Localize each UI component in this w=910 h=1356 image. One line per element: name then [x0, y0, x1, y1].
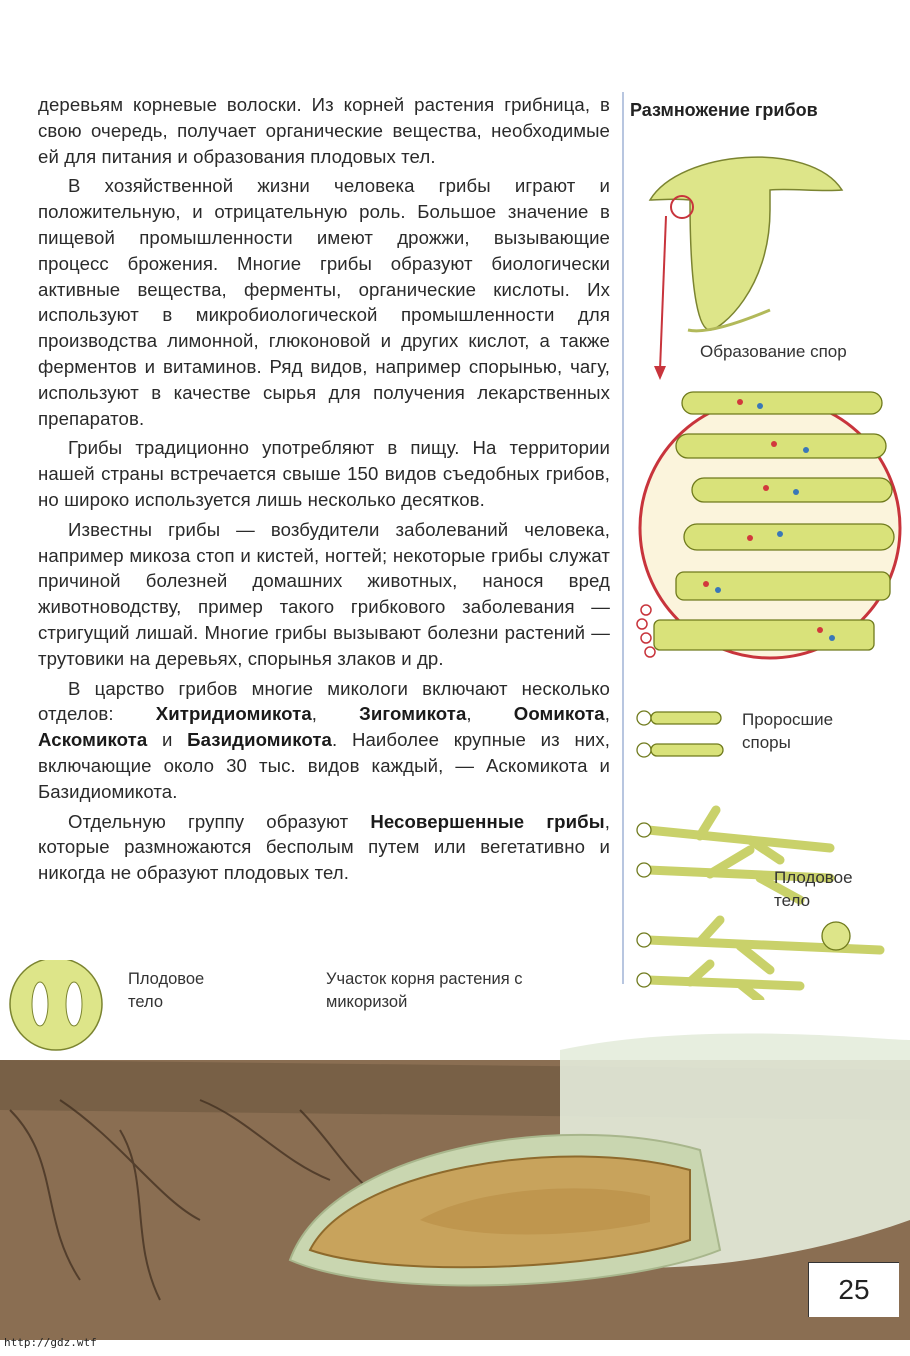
label-root-section: Участок корня растения с микоризой [326, 970, 523, 1011]
term-imperfect-fungi: Несовершенные грибы [370, 810, 605, 832]
term-zygomycota: Зигомикота [359, 703, 467, 725]
label-germinated-spores: Проросшие споры [742, 710, 834, 752]
small-fruiting-body [822, 922, 850, 950]
source-watermark: http://gdz.wtf [4, 1336, 97, 1349]
bottom-fruiting-body [10, 960, 102, 1050]
panel-title: Размножение грибов [630, 100, 818, 120]
p5-sep: , [311, 703, 360, 725]
p5-sep: , [604, 703, 610, 725]
p5-sep: , [466, 703, 514, 725]
label-spore-formation: Образование спор [700, 342, 847, 361]
main-text [38, 92, 610, 890]
spore-formation-circle [637, 392, 900, 658]
term-chytridiomycota: Хитридиомикота [155, 703, 312, 725]
paragraph-1: деревьям корневые волоски. Из корней растения грибница, в свою очередь, получает органические вещества, необходимые ей для питания и образования плодовых тел. [38, 94, 610, 167]
page-number: 25 [808, 1262, 899, 1317]
paragraph-4: Известны грибы — возбудители заболеваний человека, например микоза стоп и кистей, ногтей; некоторые грибы служат причиной болезней домашних животных, нанося вред животноводству, пример такого грибкового заболевания — стригущий лишай. Многие грибы вызывают болезни растений — трутовики на деревьях, спорынья злаков и др. [38, 518, 610, 669]
paragraph-5 [38, 676, 610, 805]
term-basidiomycota: Базидиомикота [187, 729, 332, 751]
p5-sep: и [147, 729, 188, 751]
p5-text-end: . Наиболее крупные из них, включающие около 30 тыс. видов каждый, — Аскомикота и Базидиомикота. [38, 729, 610, 802]
term-ascomycota: Аскомикота [38, 729, 148, 751]
p5-text: В царство грибов многие микологи включают несколько отделов: [38, 677, 610, 725]
paragraph-2: В хозяйственной жизни человека грибы играют и положительную, и отрицательную роль. Большое значение в пищевой промышленности имеют дрожжи, вызывающие процесс брожения. Многие грибы образуют биологически активные вещества, ферменты, органические кислоты. Их используют в микробиологической промышленности для производства лимонной, глюконовой и других кислот, а также ферментов и витаминов. Ряд видов, например спорынью, чагу, используют в качестве сырья для получения лекарственных препаратов. [38, 175, 610, 429]
mycorrhiza-illustration [0, 960, 910, 1340]
p6-text: Отдельную группу образуют [68, 810, 371, 832]
paragraph-3: Грибы традиционно употребляют в пищу. На территории нашей страны встречается свыше 150 видов съедобных грибов, но широко используется лишь несколько десятков. [38, 437, 610, 510]
p6-text-end: , которые размножаются бесполым путем или вегетативно и никогда не образуют плодовых тел. [38, 810, 610, 884]
germinated-spores [637, 711, 723, 757]
term-oomycota: Оомикота [513, 703, 605, 725]
paragraph-6 [38, 809, 610, 886]
label-fruiting-body-panel: Плодовое тело [774, 868, 853, 910]
label-fruiting-body-bottom: Плодовое тело [128, 970, 205, 1011]
